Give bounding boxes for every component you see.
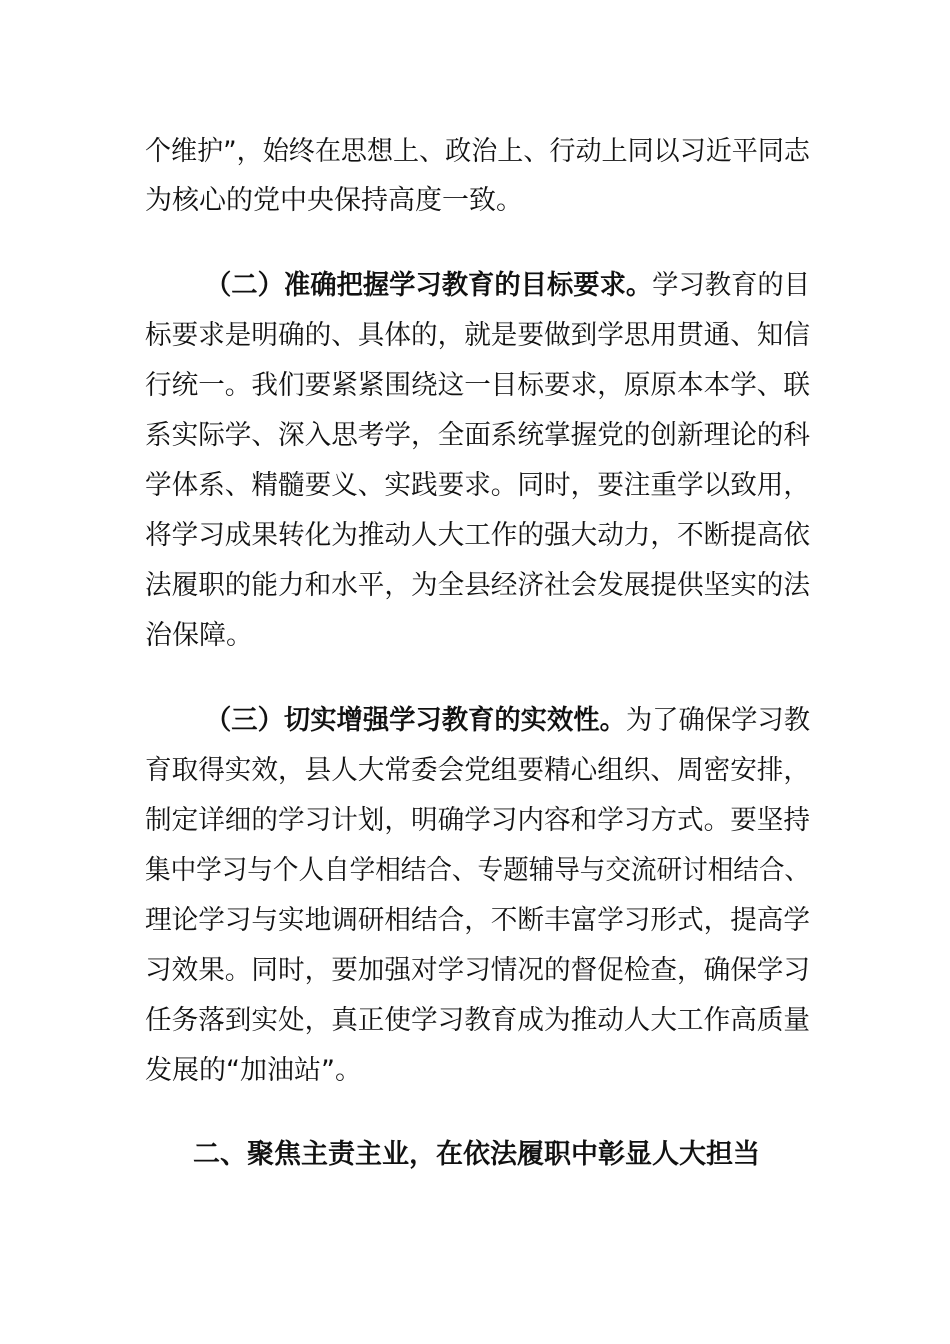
section-3-line: 任务落到实处，真正使学习教育成为推动人大工作高质量 bbox=[145, 1005, 810, 1036]
section-3-line: 理论学习与实地调研相结合，不断丰富学习形式，提高学 bbox=[145, 905, 810, 936]
intro-line-1: 个维护”，始终在思想上、政治上、行动上同以习近平同志 bbox=[145, 136, 810, 167]
intro-line-2: 为核心的党中央保持高度一致。 bbox=[145, 185, 523, 216]
section-3-line: 制定详细的学习计划，明确学习内容和学习方式。要坚持 bbox=[145, 805, 810, 836]
main-section-heading: 二、聚焦主责主业，在依法履职中彰显人大担当 bbox=[193, 1139, 760, 1170]
section-2-line: 治保障。 bbox=[145, 620, 253, 651]
section-2-line: 法履职的能力和水平，为全县经济社会发展提供坚实的法 bbox=[145, 570, 810, 601]
section-3-first-line bbox=[205, 703, 810, 739]
section-2-first-line bbox=[205, 268, 810, 304]
section-2-first-line-rest: 学习教育的目 bbox=[652, 270, 810, 301]
section-2-line: 系实际学、深入思考学，全面系统掌握党的创新理论的科 bbox=[145, 420, 810, 451]
section-3-line: 集中学习与个人自学相结合、专题辅导与交流研讨相结合、 bbox=[145, 855, 810, 886]
section-3-line: 习效果。同时，要加强对学习情况的督促检查，确保学习 bbox=[145, 955, 810, 986]
section-2-line: 行统一。我们要紧紧围绕这一目标要求，原原本本学、联 bbox=[145, 370, 810, 401]
section-3-line: 发展的“加油站”。 bbox=[145, 1055, 362, 1086]
section-2-heading: （二）准确把握学习教育的目标要求。 bbox=[205, 270, 653, 301]
section-2-line: 将学习成果转化为推动人大工作的强大动力，不断提高依 bbox=[145, 520, 810, 551]
section-3-heading: （三）切实增强学习教育的实效性。 bbox=[205, 705, 626, 736]
section-3-first-line-rest: 为了确保学习教 bbox=[625, 705, 810, 736]
section-2-line: 标要求是明确的、具体的，就是要做到学思用贯通、知信 bbox=[145, 320, 810, 351]
section-3-line: 育取得实效，县人大常委会党组要精心组织、周密安排， bbox=[145, 755, 810, 786]
section-2-line: 学体系、精髓要义、实践要求。同时，要注重学以致用， bbox=[145, 470, 810, 501]
